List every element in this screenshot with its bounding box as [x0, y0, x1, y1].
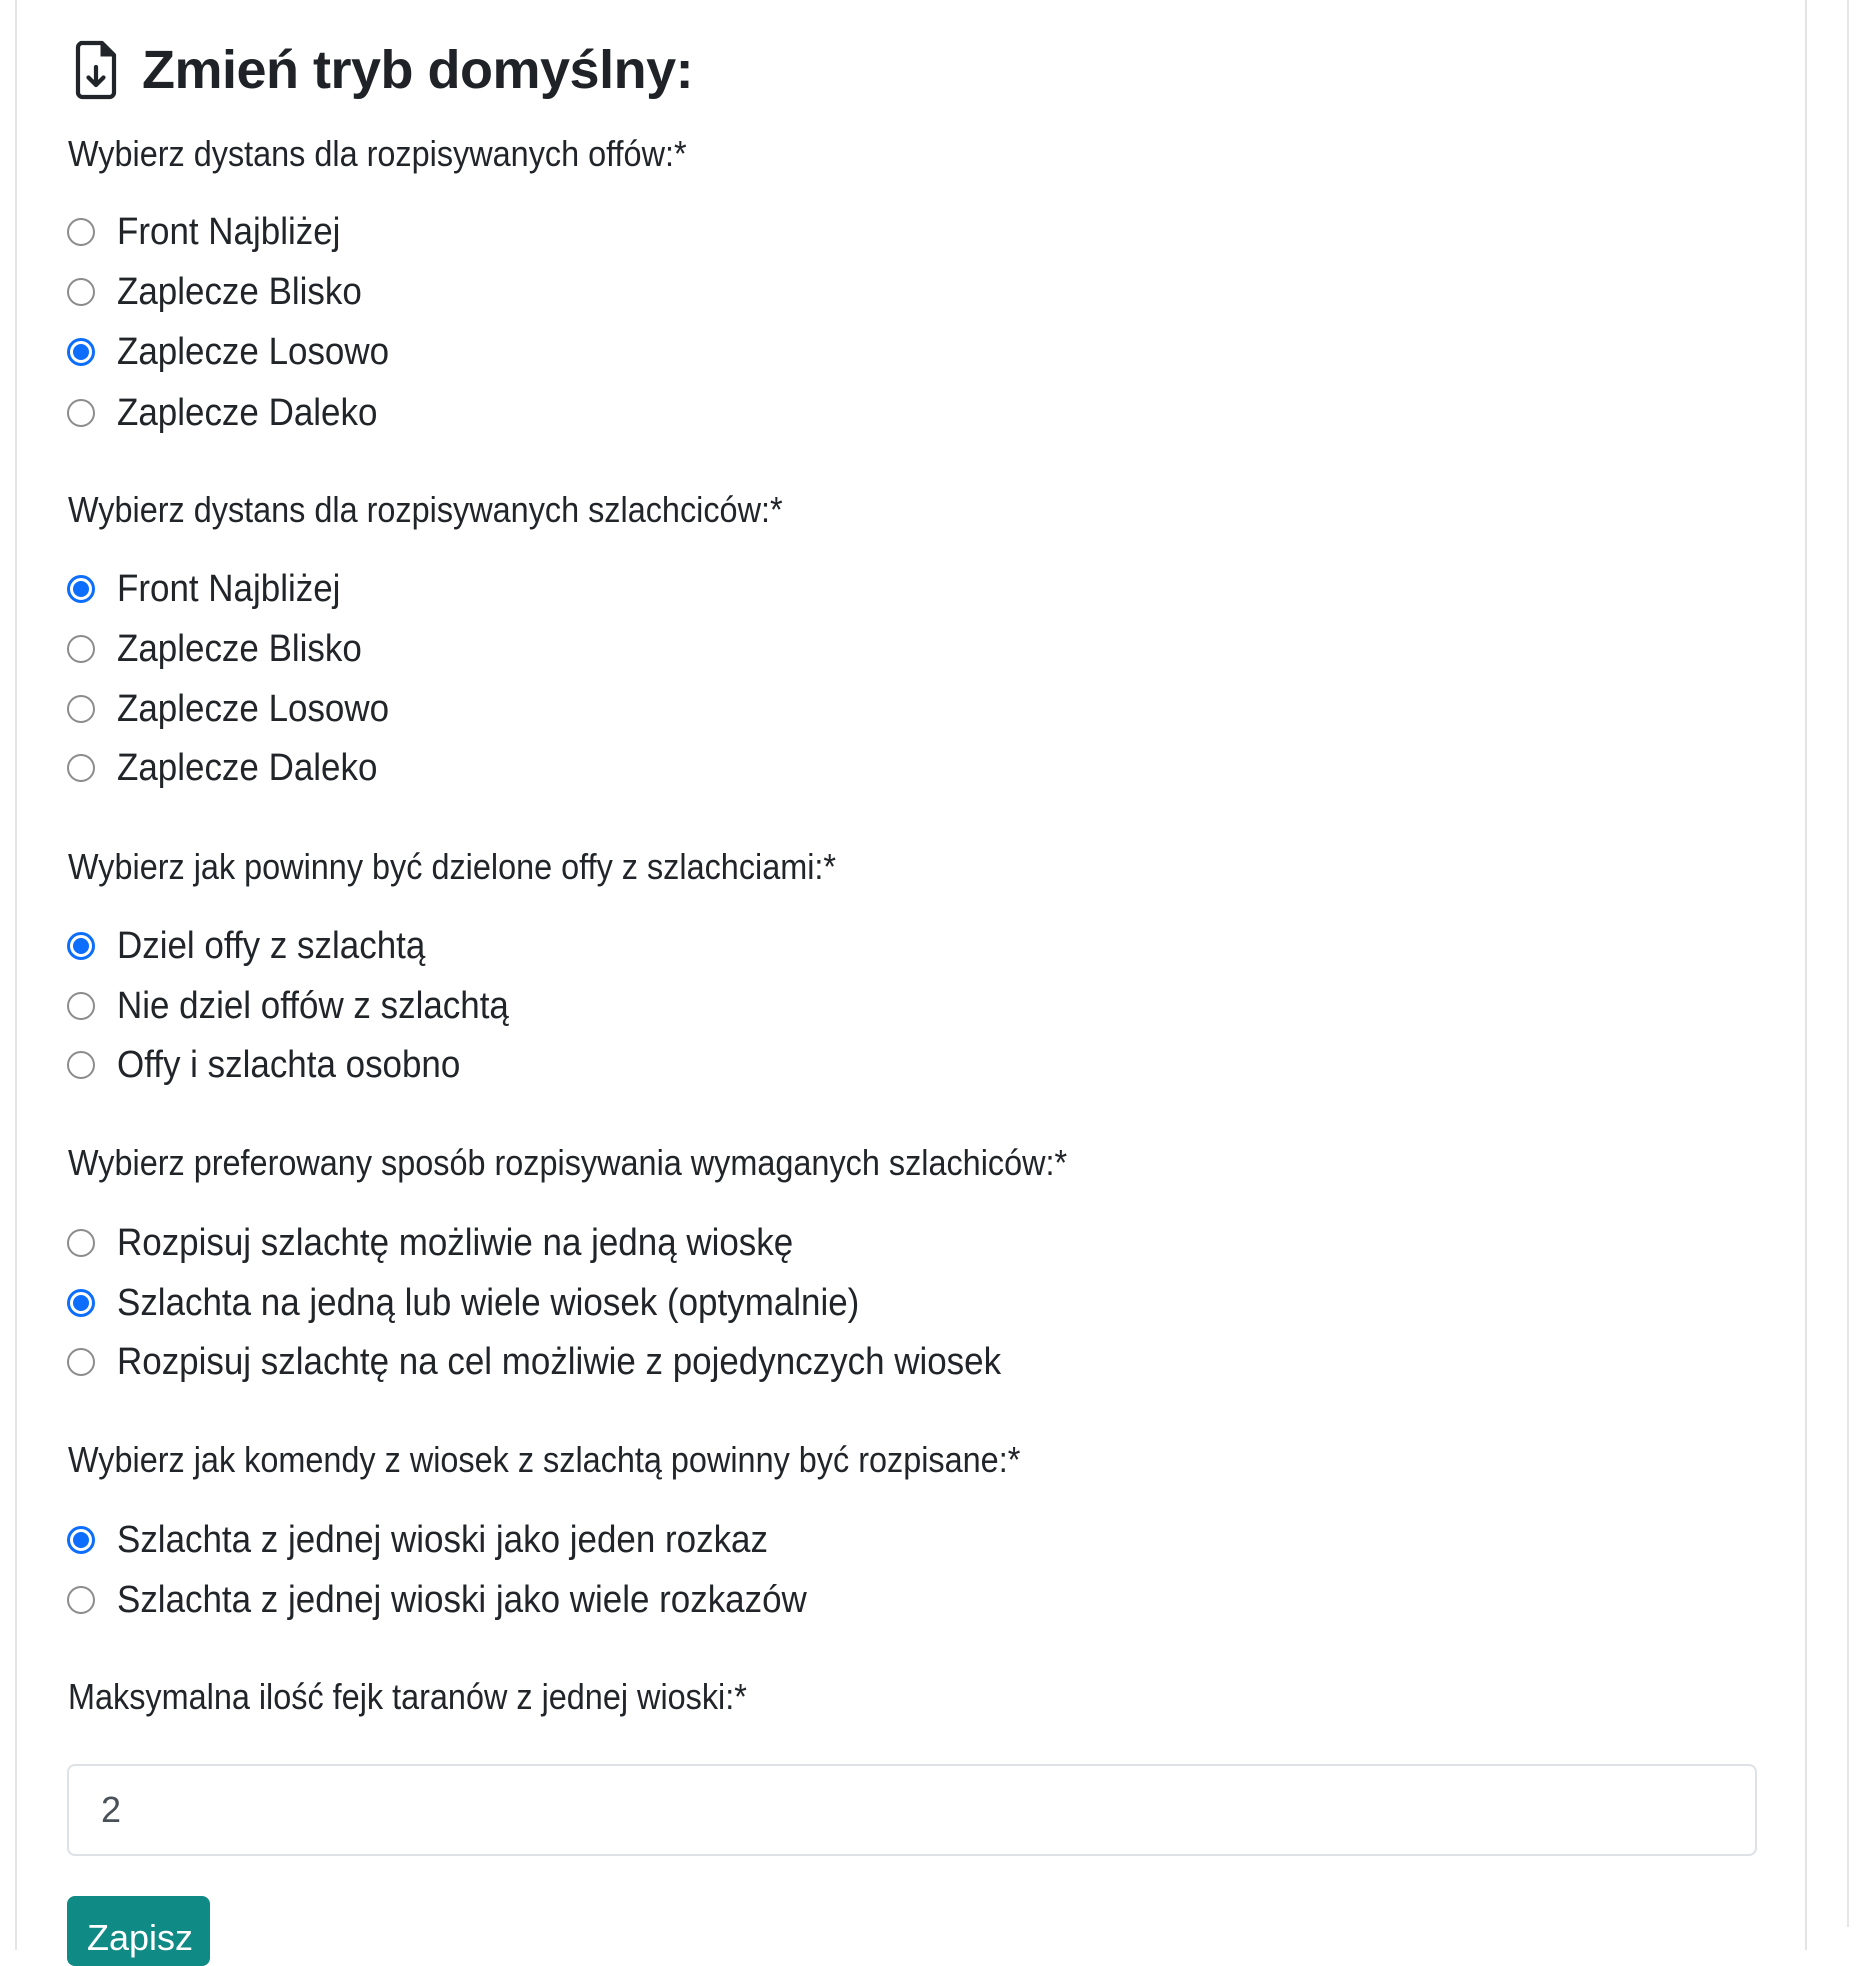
page-divider: [1847, 0, 1849, 1927]
offs-distance-option-rear-near[interactable]: Zaplecze Blisko: [67, 272, 383, 312]
split-offs-option-share[interactable]: Dziel offy z szlachtą: [67, 926, 452, 966]
radio-button[interactable]: [67, 754, 95, 782]
nobles-distance-option-rear-random[interactable]: Zaplecze Losowo: [67, 689, 413, 729]
split-offs-option-no-share[interactable]: Nie dziel offów z szlachtą: [67, 986, 543, 1026]
noble-commands-label: Wybierz jak komendy z wiosek z szlachtą powinny być rozpisane:*: [68, 1439, 1021, 1480]
nobles-distance-label: Wybierz dystans dla rozpisywanych szlachciców:*: [68, 489, 783, 530]
nobles-distance-option-front-closest[interactable]: Front Najbliżej: [67, 569, 360, 609]
radio-button[interactable]: [67, 399, 95, 427]
offs-distance-option-front-closest[interactable]: Front Najbliżej: [67, 212, 360, 252]
noble-commands-option-many-orders[interactable]: Szlachta z jednej wioski jako wiele rozkazów: [67, 1580, 867, 1620]
radio-button[interactable]: [67, 1586, 95, 1614]
radio-button-checked[interactable]: [67, 1289, 95, 1317]
radio-button-checked[interactable]: [67, 932, 95, 960]
offs-distance-label: Wybierz dystans dla rozpisywanych offów:*: [68, 133, 687, 174]
radio-button[interactable]: [67, 1051, 95, 1079]
radio-button-checked[interactable]: [67, 338, 95, 366]
nobles-assignment-option-optimal[interactable]: Szlachta na jedną lub wiele wiosek (optymalnie): [67, 1283, 924, 1323]
radio-button[interactable]: [67, 278, 95, 306]
radio-button[interactable]: [67, 695, 95, 723]
offs-distance-option-rear-far[interactable]: Zaplecze Daleko: [67, 393, 400, 433]
radio-button-checked[interactable]: [67, 1526, 95, 1554]
fake-rams-input[interactable]: [67, 1764, 1757, 1856]
nobles-assignment-option-individual-villages[interactable]: Rozpisuj szlachtę na cel możliwie z pojedynczych wiosek: [67, 1342, 1078, 1382]
nobles-assignment-label: Wybierz preferowany sposób rozpisywania wymaganych szlachiców:*: [68, 1142, 1068, 1183]
radio-button[interactable]: [67, 218, 95, 246]
radio-button[interactable]: [67, 1229, 95, 1257]
nobles-distance-option-rear-near[interactable]: Zaplecze Blisko: [67, 629, 383, 669]
split-offs-option-separate[interactable]: Offy i szlachta osobno: [67, 1045, 490, 1085]
noble-commands-option-one-order[interactable]: Szlachta z jednej wioski jako jeden rozkaz: [67, 1520, 825, 1560]
nobles-distance-option-rear-far[interactable]: Zaplecze Daleko: [67, 748, 400, 788]
fake-rams-label: Maksymalna ilość fejk taranów z jednej wioski:*: [68, 1676, 747, 1717]
page-heading: [72, 30, 693, 110]
radio-button[interactable]: [67, 635, 95, 663]
radio-button-checked[interactable]: [67, 575, 95, 603]
page-title: Zmień tryb domyślny:: [142, 40, 694, 100]
save-button[interactable]: Zapisz: [67, 1896, 210, 1966]
offs-distance-option-rear-random[interactable]: Zaplecze Losowo: [67, 332, 413, 372]
radio-button[interactable]: [67, 1348, 95, 1376]
nobles-assignment-option-single-village[interactable]: Rozpisuj szlachtę możliwie na jedną wioskę: [67, 1223, 852, 1263]
radio-button[interactable]: [67, 992, 95, 1020]
file-download-icon: [72, 39, 120, 101]
split-offs-label: Wybierz jak powinny być dzielone offy z szlachciami:*: [68, 846, 837, 887]
